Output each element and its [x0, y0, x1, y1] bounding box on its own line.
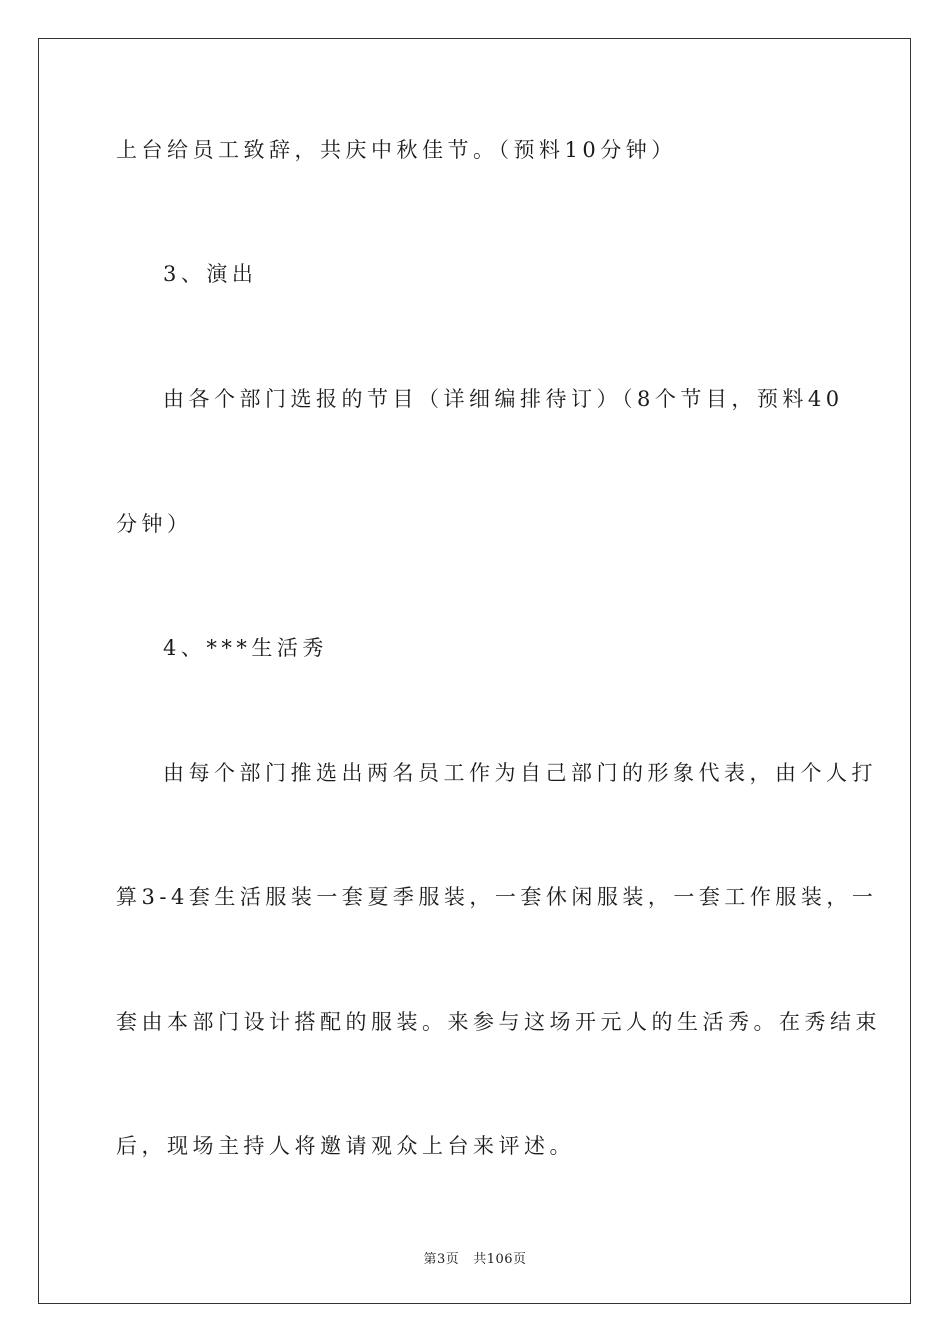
page-total: 共106页	[473, 1252, 527, 1267]
body-line-6: 由每个部门推选出两名员工作为自己部门的形象代表，由个人打	[163, 761, 877, 785]
page-footer	[0, 1248, 950, 1267]
body-line-4: 分钟）	[116, 512, 193, 536]
page-number: 第3页	[423, 1252, 460, 1267]
body-line-1: 上台给员工致辞，共庆中秋佳节。（预料10分钟）	[116, 138, 677, 162]
section-heading-3: 3、演出	[163, 262, 258, 286]
page-border	[38, 38, 911, 1304]
body-line-7: 算3-4套生活服装一套夏季服装，一套休闲服装，一套工作服装，一	[116, 885, 878, 909]
body-line-9: 后，现场主持人将邀请观众上台来评述。	[116, 1134, 575, 1158]
section-heading-4: 4、***生活秀	[163, 636, 328, 660]
body-line-8: 套由本部门设计搭配的服装。来参与这场开元人的生活秀。在秀结束	[116, 1010, 881, 1034]
body-line-3: 由各个部门选报的节目（详细编排待订）（8个节目，预料40	[163, 387, 844, 411]
